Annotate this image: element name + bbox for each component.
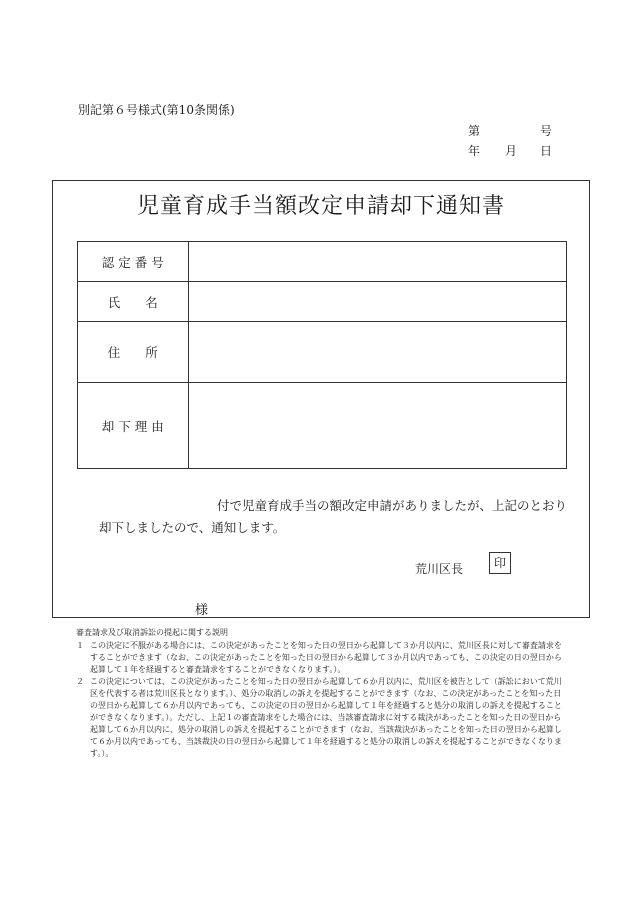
list-item-number: ２ — [76, 677, 84, 686]
name-label: 氏 名 — [78, 282, 189, 322]
list-item — [76, 640, 566, 676]
address-field[interactable] — [188, 322, 566, 383]
notice-body-line-1: 付で児童育成手当の額改定申請がありましたが、上記のとおり — [217, 498, 568, 513]
table-row-address — [78, 322, 567, 383]
address-label: 住 所 — [78, 322, 189, 383]
table-row-rejection-reason — [78, 383, 567, 469]
certification-number-label: 認 定 番 号 — [78, 242, 189, 282]
document-number-prefix: 第 — [468, 124, 481, 138]
list-item — [76, 676, 566, 760]
table-row-name — [78, 282, 567, 322]
document-title: 児童育成手当額改定申請却下通知書 — [136, 194, 505, 219]
notice-frame — [52, 180, 590, 618]
addressee-honorific: 様 — [195, 603, 209, 618]
appeal-explanation — [76, 627, 566, 760]
appeal-explanation-title: 審査請求及び取消訴訟の提起に関する説明 — [76, 628, 228, 637]
form-reference: 別記第６号様式(第10条関係) — [78, 103, 235, 117]
rejection-reason-label: 却 下 理 由 — [78, 383, 189, 469]
list-item-text: この決定に不服がある場合には、この決定があったことを知った日の翌日から起算して３か月以内に、荒川区長に対して審査請求をすることができます（なお、この決定があったことを知った日の翌日から起算して３か月以内であっても、この決定の日の翌日から起算して１年を経過すると審査請求をすることができなくなります。）。 — [90, 641, 562, 674]
name-field[interactable] — [188, 282, 566, 322]
table-row-certification-number — [78, 242, 567, 282]
ward-chief-signature: 荒川区長 — [415, 562, 464, 576]
rejection-reason-field[interactable] — [188, 383, 566, 469]
notice-body-line-2: 却下しましたので、通知します。 — [99, 520, 286, 535]
certification-number-field[interactable] — [188, 242, 566, 282]
seal-mark: 印 — [489, 552, 511, 574]
document-number-suffix: 号 — [540, 124, 553, 138]
date-month-label: 月 — [505, 144, 518, 158]
list-item-text: この決定については、この決定があったことを知った日の翌日から起算して６か月以内に、荒川区を被告として（訴訟において荒川区を代表する者は荒川区長となります。）、処分の取消しの訴えを提起することができます（なお、この決定があったことを知った日の翌日から起算して６か月以内であっても、この決定の日の翌日から起算して１年を経過すると処分の取消しの訴えを提起することができなくなります。）。ただし、上記１の審査請求をした場合には、当該審査請求に対する裁決があったことを知った日の翌日から起算して６か月以内に、処分の取消しの訴えを提起することができます（なお、当該裁決があったことを知った日の翌日から起算して６か月以内であっても、当該裁決の日の翌日から起算して１年を経過すると処分の取消しの訴えを提起することができなくなります。）。 — [90, 677, 562, 758]
list-item-number: １ — [76, 641, 84, 650]
date-day-label: 日 — [540, 144, 553, 158]
date-year-label: 年 — [468, 144, 481, 158]
applicant-info-table — [77, 241, 567, 469]
